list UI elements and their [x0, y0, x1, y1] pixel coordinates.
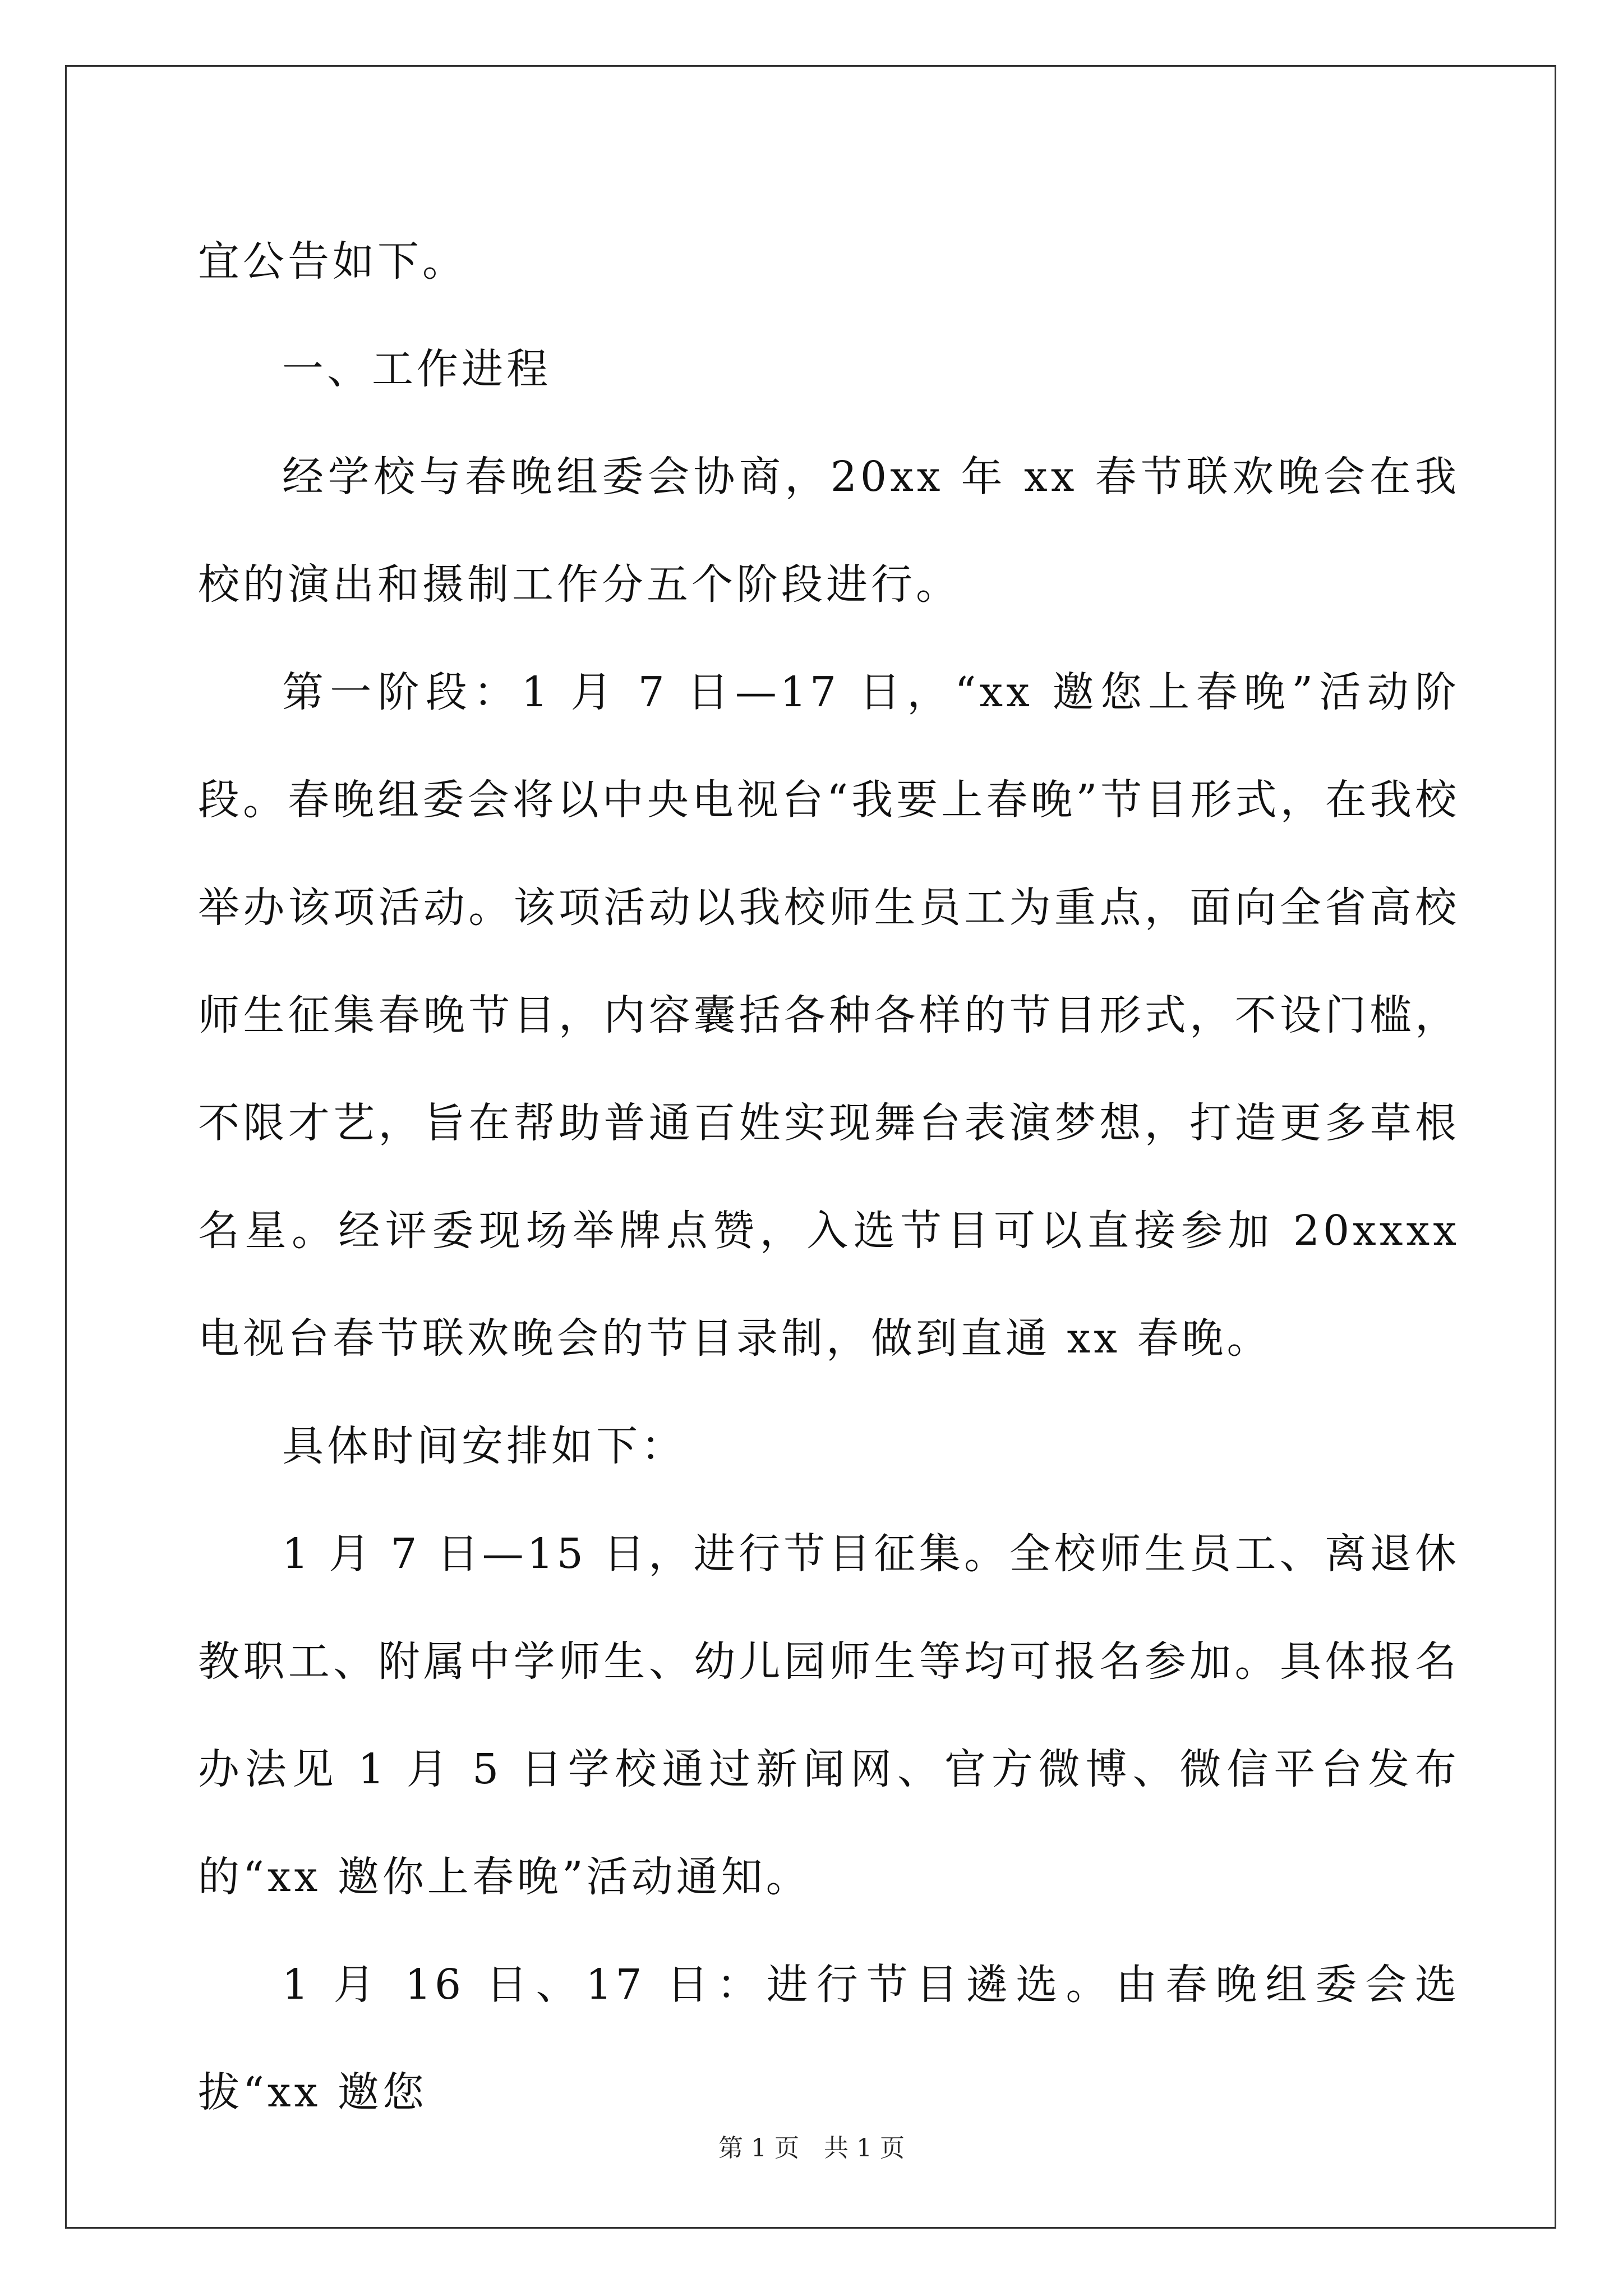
- section-heading: 一、工作进程: [282, 345, 551, 393]
- page-number-footer: 第 1 页 共 1 页: [718, 2134, 905, 2162]
- paragraph: 1 月 16 日、17 日：进行节目遴选。由春晚组委会选拔“xx 邀您: [198, 1961, 1460, 2116]
- document-body: [198, 208, 1460, 2146]
- paragraph: 第一阶段：1 月 7 日—17 日，“xx 邀您上春晚”活动阶段。春晚组委会将以中央电视台“我要上春晚”节目形式，在我校举办该项活动。该项活动以我校师生员工为重点，面向全省高校师生征集春晚节目，内容囊括各种各样的节目形式，不设门槛，不限才艺，旨在帮助普通百姓实现舞台表演梦想，打造更多草根名星。经评委现场举牌点赞，入选节目可以直接参加 20xxxx 电视台春节联欢晚会的节目录制，做到直通 xx 春晚。: [198, 668, 1460, 1363]
- paragraph: 具体时间安排如下：: [282, 1422, 686, 1470]
- paragraph-continuation: 宜公告如下。: [198, 237, 467, 286]
- paragraph: 1 月 7 日—15 日，进行节目征集。全校师生员工、离退休教职工、附属中学师生、幼儿园师生等均可报名参加。具体报名办法见 1 月 5 日学校通过新闻网、官方微博、微信平台发布的“xx 邀你上春晚”活动通知。: [198, 1530, 1460, 1901]
- paragraph: 经学校与春晚组委会协商，20xx 年 xx 春节联欢晚会在我校的演出和摄制工作分五个阶段进行。: [198, 453, 1460, 609]
